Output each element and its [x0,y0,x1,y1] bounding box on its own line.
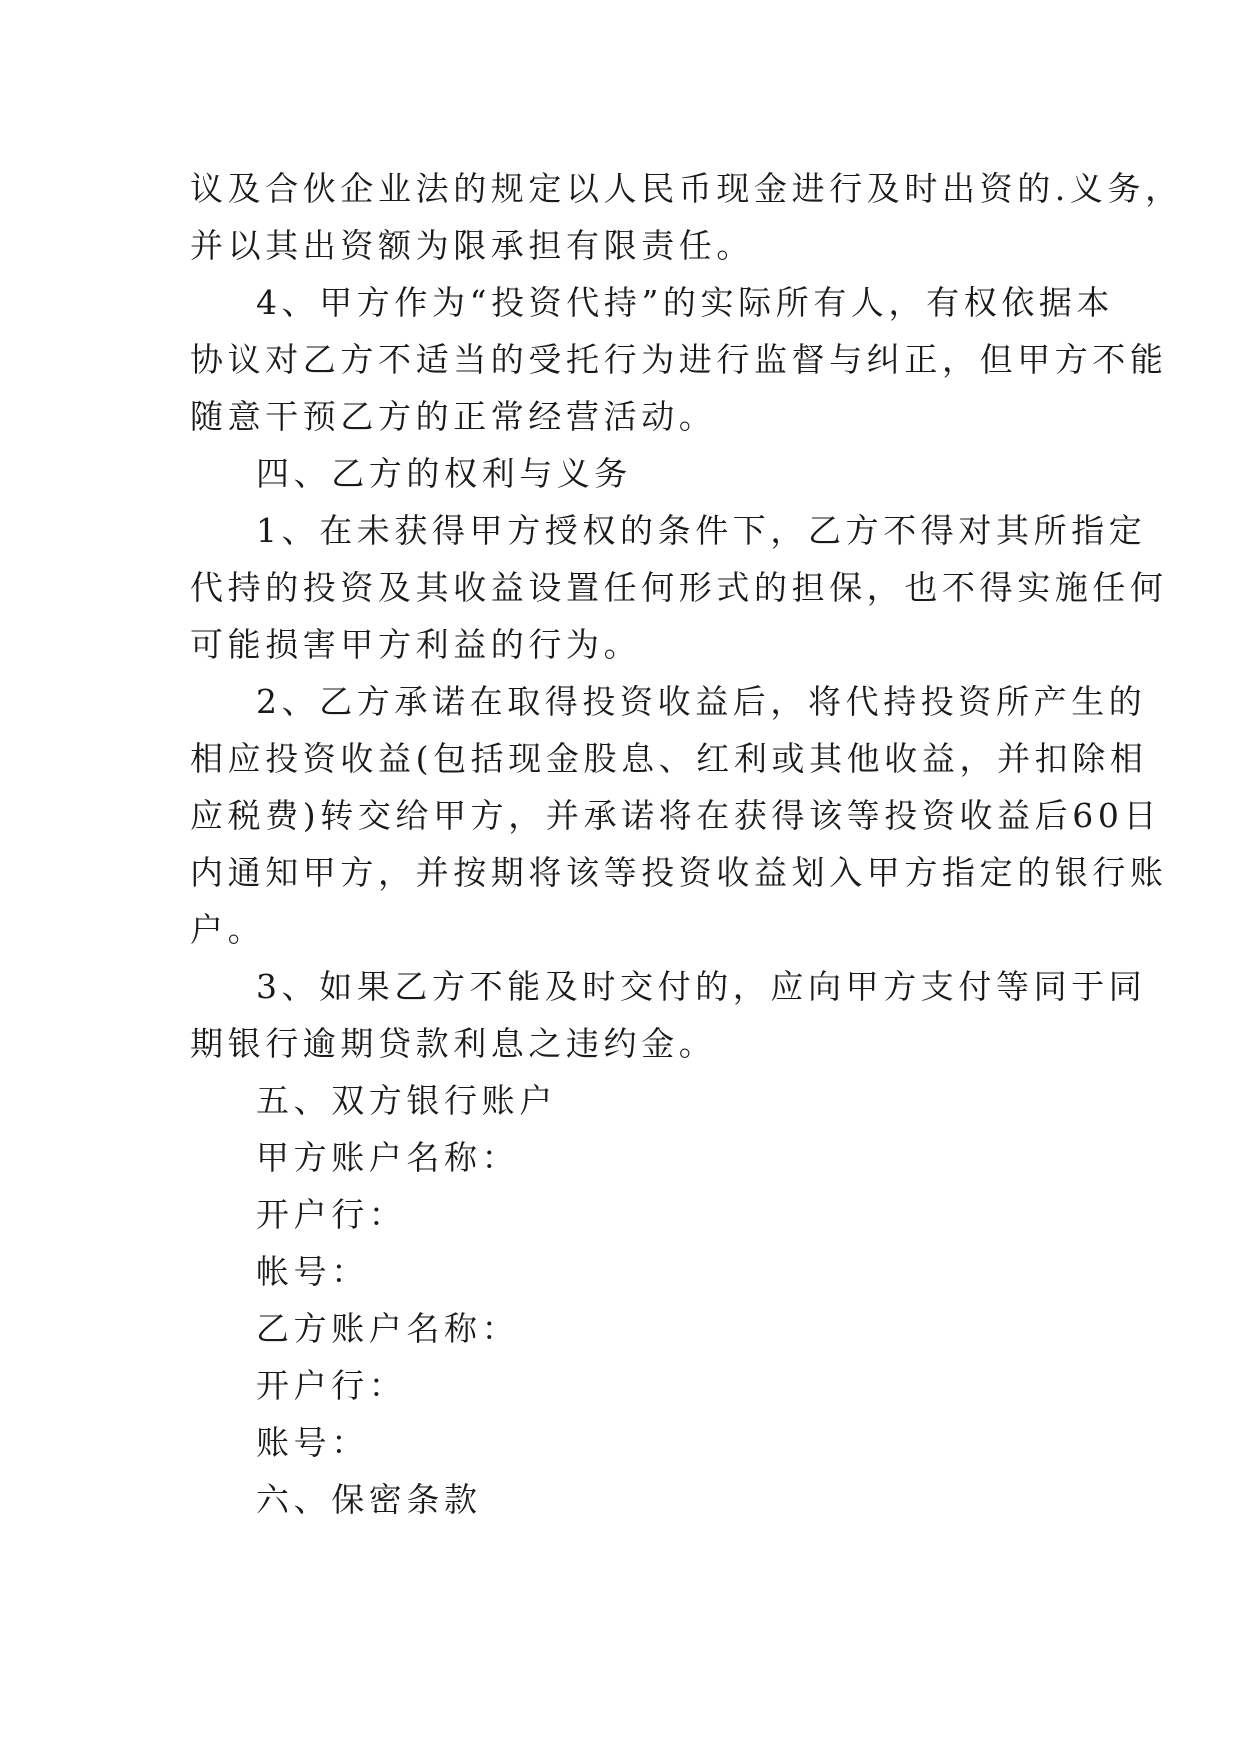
text-line: 账号： [256,1423,369,1462]
text-line: 六、保密条款 [256,1480,482,1519]
text-line: 可能损害甲方利益的行为。 [190,625,642,664]
text-line: 应税费)转交给甲方，并承诺将在获得该等投资收益后60日 [190,796,1162,835]
text-line: 四、乙方的权利与义务 [256,454,632,493]
text-line: 4、甲方作为“投资代持”的实际所有人，有权依据本 [256,283,1115,322]
text-line: 乙方账户名称： [256,1309,520,1348]
text-line: 相应投资收益(包括现金股息、红利或其他收益，并扣除相 [190,739,1148,778]
text-line: 户。 [190,910,266,949]
text-line: 内通知甲方，并按期将该等投资收益划入甲方指定的银行账 [190,853,1168,892]
text-line: 开户行： [256,1366,407,1405]
text-line: 开户行： [256,1195,407,1234]
text-line: 协议对乙方不适当的受托行为进行监督与纠正，但甲方不能 [190,340,1168,379]
document-body [190,160,1183,1528]
text-line: 2、乙方承诺在取得投资收益后，将代持投资所产生的 [256,682,1147,721]
text-line: 1、在未获得甲方授权的条件下，乙方不得对其所指定 [256,511,1147,550]
text-line: 代持的投资及其收益设置任何形式的担保，也不得实施任何 [190,568,1168,607]
text-line: 3、如果乙方不能及时交付的，应向甲方支付等同于同 [256,967,1147,1006]
text-line: 随意干预乙方的正常经营活动。 [190,397,717,436]
text-line: 期银行逾期贷款利息之违约金。 [190,1024,717,1063]
text-line: 议及合伙企业法的规定以人民币现金进行及时出资的.义务， [190,169,1183,208]
text-line: 并以其出资额为限承担有限责任。 [190,226,754,265]
text-line: 五、双方银行账户 [256,1081,557,1120]
text-line: 甲方账户名称： [256,1138,520,1177]
text-line: 帐号： [256,1252,369,1291]
